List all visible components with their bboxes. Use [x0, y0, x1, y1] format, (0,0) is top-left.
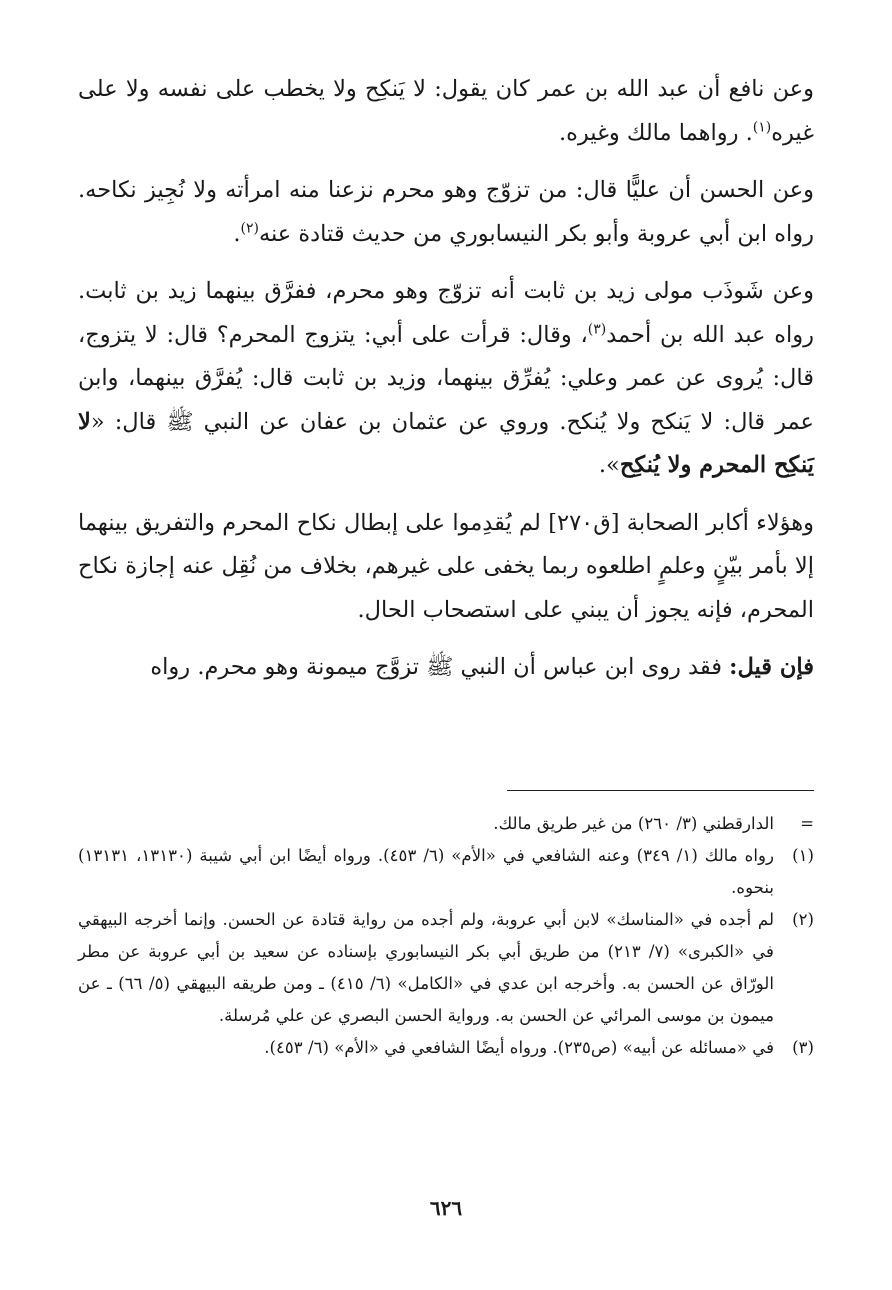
- footnote-ref-1: (١): [752, 119, 772, 135]
- page-number: ٦٢٦: [429, 1196, 463, 1220]
- paragraph-1-tail: . رواهما مالك وغيره.: [558, 119, 753, 146]
- footnote-text: الدارقطني (٣/ ٢٦٠) من غير طريق مالك.: [493, 814, 774, 833]
- paragraph-5: [78, 646, 814, 690]
- hadith-quote: لا يَنكِح المحرم ولا يُنكِح: [78, 408, 814, 478]
- footnote-text: رواه مالك (١/ ٣٤٩) وعنه الشافعي في «الأم» (٦/ ٤٥٣). ورواه أيضًا ابن أبي شيبة (١٣١٣٠، ١٣١٣١) بنحوه.: [78, 846, 775, 897]
- footnotes: [78, 808, 814, 1064]
- footnote-3: [78, 1032, 814, 1064]
- footnote-marker: =: [800, 814, 814, 833]
- paragraph-1: [78, 68, 814, 155]
- paragraph-2: [78, 169, 814, 256]
- objection-lead: فإن قيل:: [729, 654, 814, 680]
- main-text: [78, 68, 814, 704]
- footnote-marker: (١): [792, 846, 814, 865]
- footnote-marker: (٣): [792, 1038, 814, 1057]
- footnote-ref-2: (٢): [240, 220, 259, 236]
- paragraph-5-text: فقد روى ابن عباس أن النبي ﷺ تزوَّج ميمونة وهو محرم. رواه: [150, 654, 730, 680]
- footnote-text: لم أجده في «المناسك» لابن أبي عروبة، ولم أجده من رواية قتادة عن الحسن. وإنما أخرجه البيهقي في «الكبرى» (٧/ ٢١٣) من طريق أبي بكر النيسابوري بإسناده عن سعيد بن أبي عروبة عن مطر الورّاق عن الحسن به. وأخرجه ابن عدي في «الكامل» (٦/ ٤١٥) ـ ومن طريقه البيهقي (٥/ ٦٦) ـ عن ميمون بن موسى المرائي عن الحسن به. ورواية الحسن البصري عن علي مُرسلة.: [78, 910, 774, 1025]
- paragraph-3-text: وعن شَوذَب مولى زيد بن ثابت أنه تزوّج وهو محرم، ففرَّق بينهما زيد بن ثابت. رواه عبد الله بن أحمد: [78, 278, 814, 348]
- footnote-marker: (٢): [792, 910, 814, 929]
- paragraph-3: [78, 270, 814, 488]
- paragraph-3-mid: ، وقال: قرأت على أبي: يتزوج المحرم؟ قال: لا يتزوج، قال: يُروى عن عمر وعلي: يُفرِّق بينهما، وزيد بن ثابت قال: يُفرَّق بينهما، وابن عمر قال: لا يَنكح ولا يُنكح. وروي عن عثمان بن عفان عن النبي ﷺ قال: «: [78, 321, 814, 435]
- paragraph-2-tail: .: [233, 220, 241, 247]
- paragraph-3-tail: ».: [598, 452, 620, 478]
- footnote-ref-3: (٣): [587, 321, 607, 337]
- footnote-continuation: [78, 808, 814, 840]
- paragraph-1-text: وعن نافع أن عبد الله بن عمر كان يقول: لا يَنكِح ولا يخطب على نفسه ولا على غيره: [78, 76, 814, 146]
- paragraph-4: وهؤلاء أكابر الصحابة [ق٢٧٠] لم يُقدِموا على إبطال نكاح المحرم والتفريق بينهما إلا بأمر بيّنٍ وعلمٍ اطلعوه ربما يخفى على غيرهم، بخلاف من نُقِل عنه إجازة نكاح المحرم، فإنه يجوز أن يبني على استصحاب الحال.: [78, 509, 814, 623]
- footnote-text: في «مسائله عن أبيه» (ص٢٣٥). ورواه أيضًا الشافعي في «الأم» (٦/ ٤٥٣).: [264, 1038, 774, 1057]
- footnote-divider: [507, 790, 814, 791]
- footnote-2: [78, 904, 814, 1032]
- footnote-1: [78, 840, 814, 904]
- paragraph-2-text: وعن الحسن أن عليًّا قال: من تزوّج وهو محرم نزعنا منه امرأته ولا نُجِيز نكاحه. رواه ابن أبي عروبة وأبو بكر النيسابوري من حديث قتادة عنه: [78, 177, 814, 247]
